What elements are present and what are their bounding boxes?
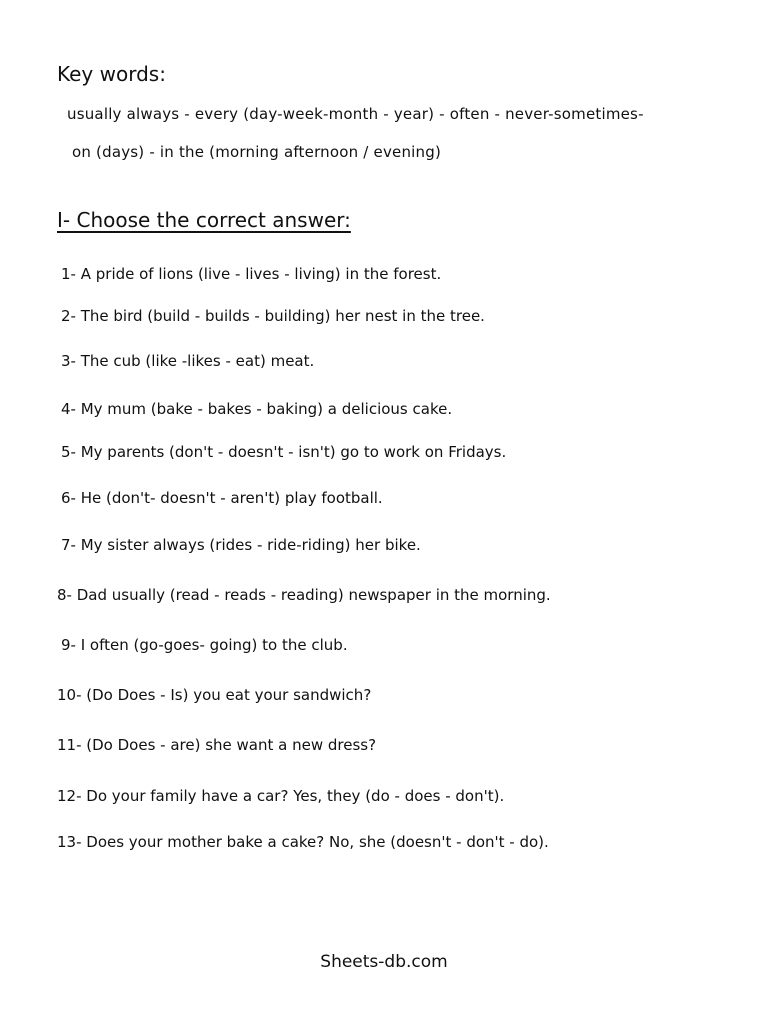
question-item: 13- Does your mother bake a cake? No, she (doesn't - don't - do).: [57, 833, 549, 851]
question-item: 7- My sister always (rides - ride-riding) her bike.: [61, 536, 421, 554]
key-words-line-2: on (days) - in the (morning afternoon / evening): [72, 143, 442, 161]
footer-site-name: Sheets-db.com: [320, 952, 448, 972]
question-item: 10- (Do Does - Is) you eat your sandwich?: [57, 686, 372, 704]
question-item: 12- Do your family have a car? Yes, they (do - does - don't).: [57, 787, 505, 805]
question-item: 9- I often (go-goes- going) to the club.: [61, 636, 348, 654]
question-item: 5- My parents (don't - doesn't - isn't) go to work on Fridays.: [61, 443, 507, 461]
question-item: 4- My mum (bake - bakes - baking) a delicious cake.: [61, 400, 453, 418]
key-words-line-1: usually always - every (day-week-month - year) - often - never-sometimes-: [67, 105, 644, 123]
question-item: 8- Dad usually (read - reads - reading) newspaper in the morning.: [57, 586, 551, 604]
question-item: 3- The cub (like -likes - eat) meat.: [61, 352, 315, 370]
question-item: 6- He (don't- doesn't - aren't) play football.: [61, 489, 383, 507]
question-item: 1- A pride of lions (live - lives - living) in the forest.: [61, 265, 442, 283]
question-item: 11- (Do Does - are) she want a new dress?: [57, 736, 377, 754]
question-item: 2- The bird (build - builds - building) her nest in the tree.: [61, 307, 485, 325]
section-title: I- Choose the correct answer:: [57, 208, 351, 232]
key-words-title: Key words:: [57, 62, 166, 86]
